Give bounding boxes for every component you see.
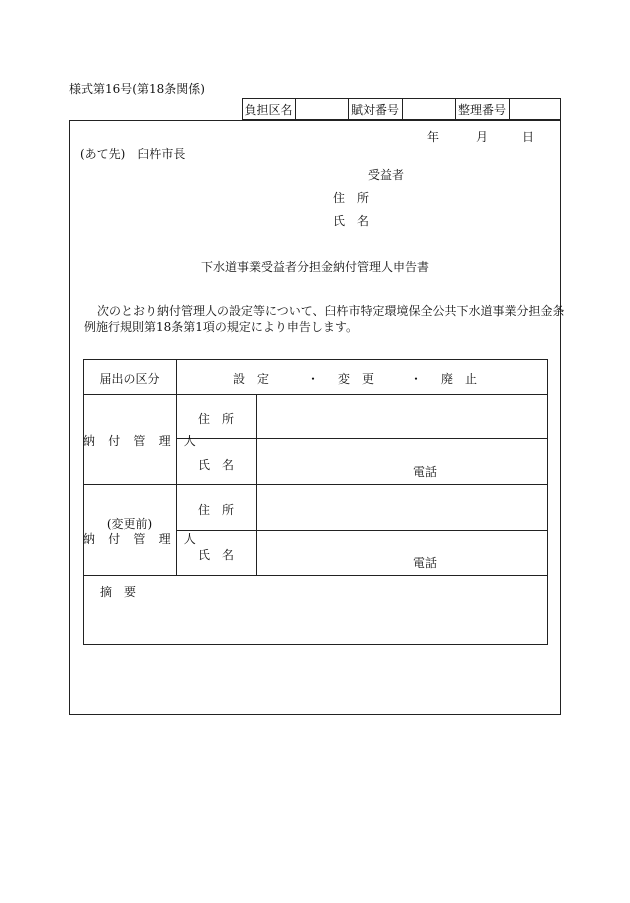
manager-address-label: 住 所 <box>197 412 234 426</box>
prev-manager-label-top: (変更前) <box>106 517 153 531</box>
manager-phone-label: 電話 <box>413 465 438 479</box>
notice-option-set[interactable]: 設 定 <box>233 372 270 386</box>
document-title: 下水道事業受益者分担金納付管理人申告書 <box>200 260 429 274</box>
form-number: 様式第16号(第18条関係) <box>69 82 205 96</box>
notice-separator: ・ <box>410 372 423 386</box>
beneficiary-name-label: 氏 名 <box>333 214 370 228</box>
prev-manager-name-label: 氏 名 <box>197 548 234 562</box>
notice-separator: ・ <box>307 372 320 386</box>
addressee: (あて先) 臼杵市長 <box>80 147 186 161</box>
manager-label: 納付管理人 <box>83 434 210 448</box>
body-text-line2: 例施行規則第18条第1項の規定により申告します。 <box>84 320 358 334</box>
manager-address-field[interactable] <box>260 400 544 434</box>
prev-manager-address-field[interactable] <box>260 488 544 526</box>
notice-option-abolish[interactable]: 廃 止 <box>441 372 478 386</box>
manager-name-label: 氏 名 <box>197 458 234 472</box>
prev-manager-address-label: 住 所 <box>197 503 234 517</box>
notice-type-label: 届出の区分 <box>99 372 160 386</box>
prev-manager-phone-label: 電話 <box>413 556 438 570</box>
levy-number-label: 賦対番号 <box>350 103 399 117</box>
notice-option-change[interactable]: 変 更 <box>338 372 375 386</box>
date-day: 日 <box>522 130 535 144</box>
date-month: 月 <box>476 130 489 144</box>
burden-area-label: 負担区名 <box>244 103 293 117</box>
date-year: 年 <box>427 130 440 144</box>
prev-manager-label-bottom: 納付管理人 <box>83 532 210 546</box>
summary-field[interactable] <box>150 580 542 640</box>
summary-label: 摘 要 <box>100 585 137 599</box>
control-number-label: 整理番号 <box>457 103 506 117</box>
beneficiary-address-label: 住 所 <box>333 191 370 205</box>
prev-manager-name-field[interactable] <box>260 534 544 571</box>
body-text-line1: 次のとおり納付管理人の設定等について、臼杵市特定環境保全公共下水道事業分担金条 <box>97 304 565 318</box>
beneficiary-label: 受益者 <box>368 168 405 182</box>
manager-name-field[interactable] <box>260 442 544 480</box>
